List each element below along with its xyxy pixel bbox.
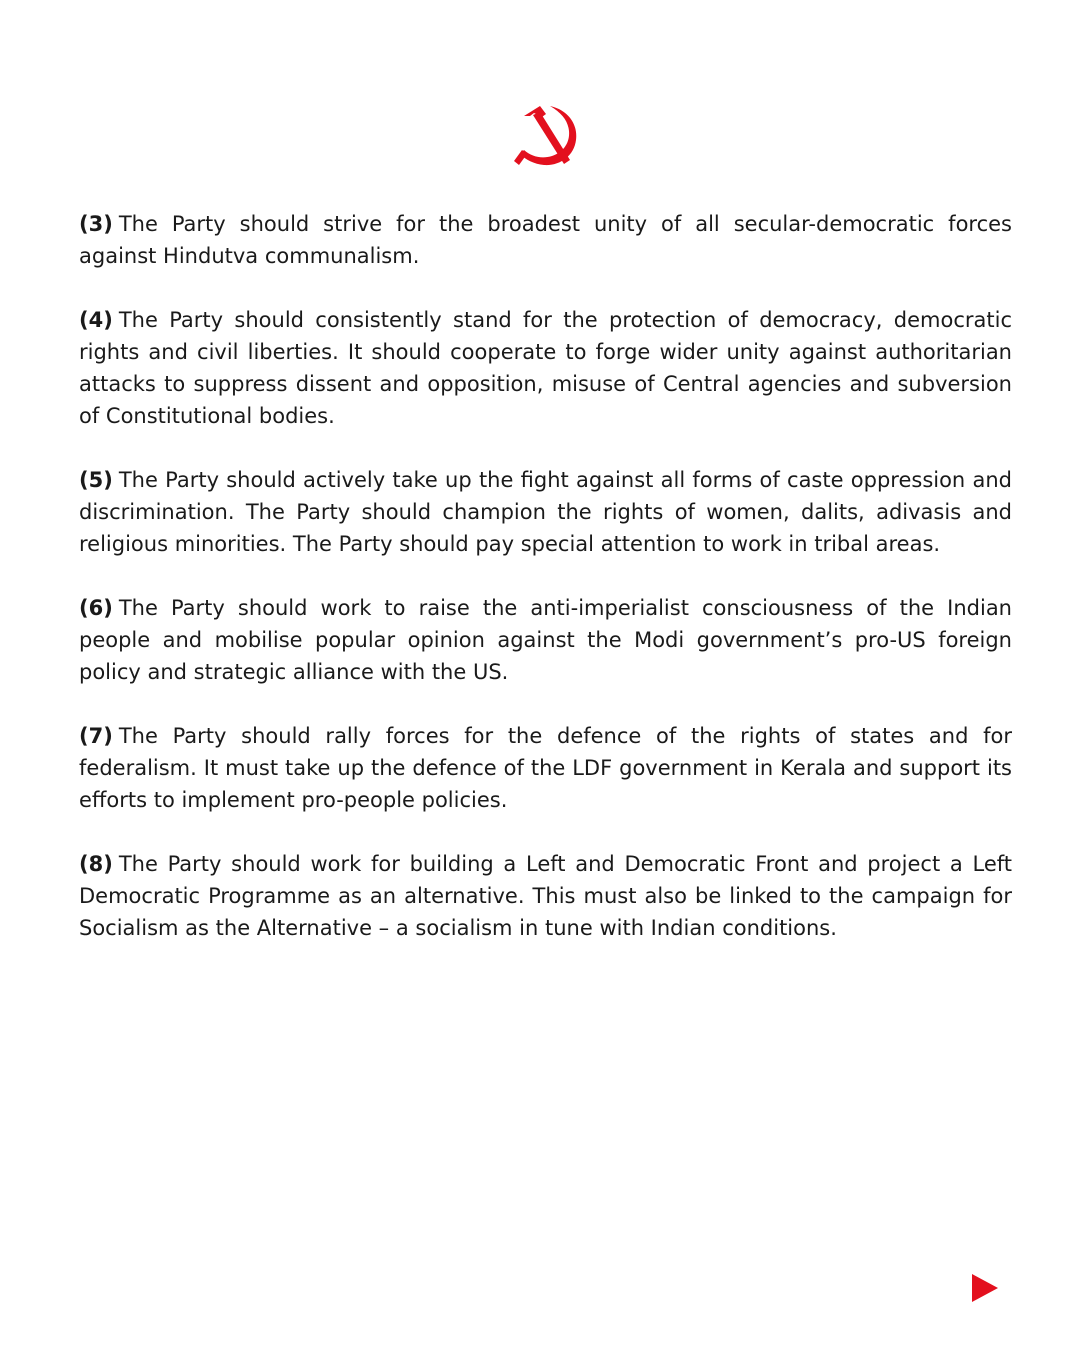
- point-text: The Party should rally forces for the defence of the rights of states and for federalism. It must take up the defence of the LDF government in Kerala and support its efforts to implement pro-people policies.: [79, 724, 1012, 812]
- point-number: (4): [79, 308, 113, 332]
- point-5: [79, 464, 1012, 560]
- point-4: [79, 304, 1012, 432]
- point-text: The Party should actively take up the fight against all forms of caste oppression and discrimination. The Party should champion the rights of women, dalits, adivasis and religious minorities. The Party should pay special attention to work in tribal areas.: [79, 468, 1012, 556]
- point-6: [79, 592, 1012, 688]
- point-7: [79, 720, 1012, 816]
- hammer-and-sickle-icon: [510, 104, 582, 172]
- points-list: [79, 208, 1012, 976]
- point-text: The Party should strive for the broadest unity of all secular-democratic forces against Hindutva communalism.: [79, 212, 1012, 268]
- point-3: [79, 208, 1012, 272]
- point-number: (3): [79, 212, 113, 236]
- point-number: (8): [79, 852, 113, 876]
- point-text: The Party should work to raise the anti-imperialist consciousness of the Indian people and mobilise popular opinion against the Modi government’s pro-US foreign policy and strategic alliance with the US.: [79, 596, 1012, 684]
- point-number: (5): [79, 468, 113, 492]
- play-arrow-icon[interactable]: [970, 1272, 1000, 1304]
- point-8: [79, 848, 1012, 944]
- point-text: The Party should work for building a Left and Democratic Front and project a Left Democratic Programme as an alternative. This must also be linked to the campaign for Socialism as the Alternative – a socialism in tune with Indian conditions.: [79, 852, 1012, 940]
- point-number: (7): [79, 724, 113, 748]
- point-number: (6): [79, 596, 113, 620]
- point-text: The Party should consistently stand for the protection of democracy, democratic rights and civil liberties. It should cooperate to forge wider unity against authoritarian attacks to suppress dissent and opposition, misuse of Central agencies and subversion of Constitutional bodies.: [79, 308, 1012, 428]
